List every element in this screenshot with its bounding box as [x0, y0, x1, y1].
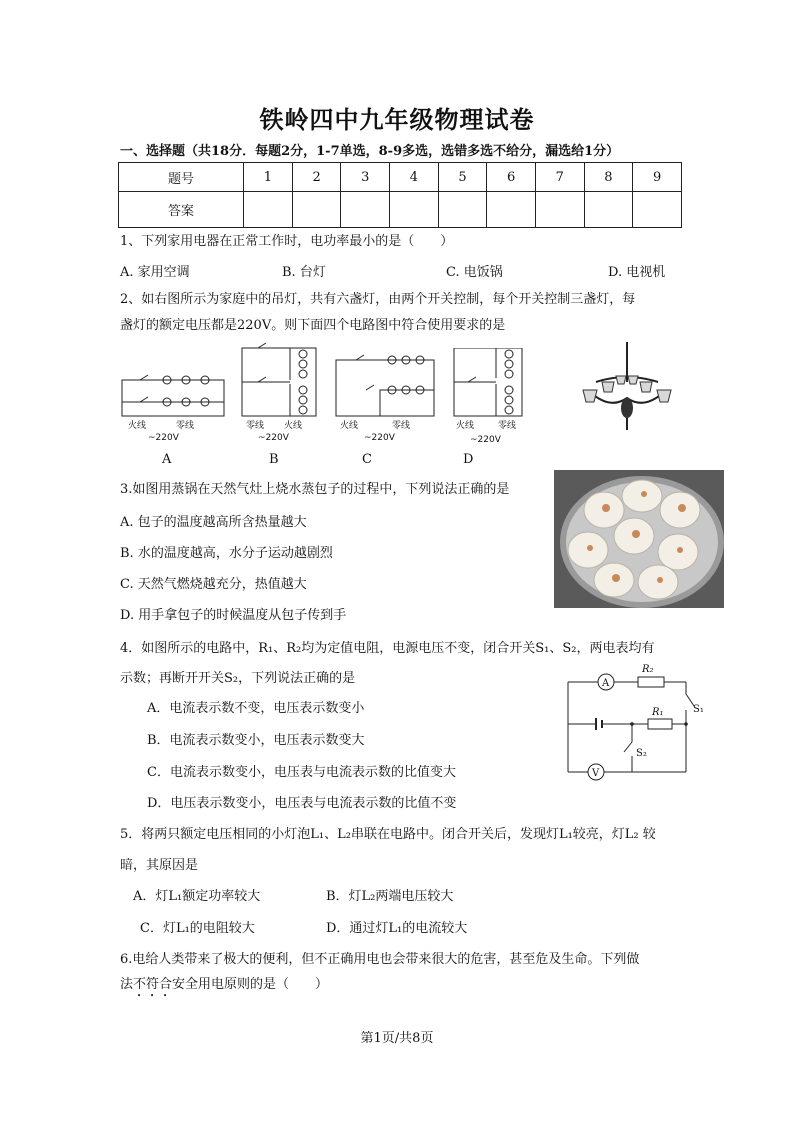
answer-cell[interactable]	[341, 192, 390, 228]
question-5-line2: 暗，其原因是	[120, 858, 199, 873]
table-header-cell: 答案	[119, 192, 244, 228]
q3-option-c: C. 天然气燃烧越充分，热值越大	[120, 577, 307, 592]
question-2-line2: 盏灯的额定电压都是220V。则下面四个电路图中符合使用要求的是	[120, 318, 506, 333]
answer-cell[interactable]	[244, 192, 293, 228]
circuit-label-c: C	[362, 452, 372, 467]
wire-live-label: 火线	[340, 421, 359, 431]
question-4-line1: 4．如图所示的电路中，R₁、R₂均为定值电阻，电源电压不变，闭合开关S₁、S₂，两电表均有	[120, 641, 655, 656]
wire-neutral-label: 零线	[246, 421, 265, 431]
q5-option-d: D．通过灯L₁的电流较大	[326, 921, 468, 936]
q1-option-a: A. 家用空调	[120, 265, 190, 280]
circuit-label-d: D	[463, 452, 474, 467]
q3-option-b: B. 水的温度越高，水分子运动越剧烈	[120, 546, 333, 561]
voltage-label: ~220V	[148, 433, 179, 443]
table-header-cell: 题号	[119, 163, 244, 192]
q3-option-a: A. 包子的温度越高所含热量越大	[120, 515, 307, 530]
chandelier-image	[580, 342, 674, 434]
circuit-d	[452, 348, 544, 445]
voltage-label: ~220V	[364, 433, 395, 443]
resistor-r1-icon	[648, 719, 672, 729]
svg-text:R₂: R₂	[642, 664, 654, 675]
q6-text-post: 安全用电原则的是（ ）	[172, 977, 329, 992]
circuit-diagrams	[118, 340, 448, 445]
question-2-line1: 2、如右图所示为家庭中的吊灯，共有六盏灯，由两个开关控制，每个开关控制三盏灯，每	[120, 292, 636, 307]
answer-cell[interactable]	[292, 192, 341, 228]
q4-option-b: B．电流表示数变小，电压表示数变大	[147, 733, 365, 748]
table-cell: 5	[438, 163, 487, 192]
svg-text:S₁: S₁	[693, 704, 704, 715]
table-cell: 7	[535, 163, 584, 192]
answer-cell[interactable]	[390, 192, 439, 228]
q3-option-d: D. 用手拿包子的时候温度从包子传到手	[120, 608, 347, 623]
wire-neutral-label: 零线	[176, 421, 195, 431]
answer-cell[interactable]	[535, 192, 584, 228]
q4-option-c: C．电流表示数变小，电压表与电流表示数的比值变大	[147, 765, 456, 780]
table-row	[119, 163, 682, 192]
svg-text:V: V	[592, 768, 600, 779]
circuit-c	[336, 355, 434, 416]
wire-neutral-label: 零线	[498, 421, 517, 431]
q5-option-a: A．灯L₁额定功率较大	[133, 889, 261, 904]
q6-emphasis-text: 不符合	[133, 977, 173, 992]
wire-live-label: 火线	[456, 421, 475, 431]
q1-option-d: D. 电视机	[608, 265, 666, 280]
question-6-line2	[120, 976, 328, 1000]
section-instructions: 一、选择题（共18分．每题2分，1-7单选，8-9多选，选错多选不给分，漏选给1分）	[120, 144, 620, 159]
page-title: 铁岭四中九年级物理试卷	[259, 105, 535, 134]
answer-cell[interactable]	[487, 192, 536, 228]
q4-option-a: A．电流表示数不变，电压表示数变小	[147, 701, 365, 716]
table-cell: 3	[341, 163, 390, 192]
table-cell: 8	[584, 163, 633, 192]
svg-text:S₂: S₂	[636, 748, 647, 759]
table-cell: 9	[633, 163, 682, 192]
q1-option-b: B. 台灯	[282, 265, 326, 280]
table-cell: 4	[390, 163, 439, 192]
circuit-label-a: A	[162, 452, 172, 467]
q5-option-b: B．灯L₂两端电压较大	[326, 889, 454, 904]
answer-cell[interactable]	[438, 192, 487, 228]
circuit-diagram-q4	[558, 660, 710, 786]
q6-text-pre: 法	[120, 977, 134, 992]
svg-text:A: A	[602, 678, 610, 689]
wire-neutral-label: 零线	[392, 421, 411, 431]
question-6-line1: 6.电给人类带来了极大的便利，但不正确用电也会带来很大的危害，甚至危及生命。下列做	[120, 952, 640, 967]
circuit-b	[242, 343, 316, 416]
table-cell: 1	[244, 163, 293, 192]
wire-live-label: 火线	[284, 421, 303, 431]
steamed-buns-image	[554, 470, 724, 608]
svg-text:R₁: R₁	[652, 707, 664, 718]
wire-live-label: 火线	[128, 421, 147, 431]
answer-table	[118, 162, 682, 228]
page-number: 第1页/共8页	[360, 1031, 434, 1046]
resistor-r2-icon	[638, 677, 664, 687]
answer-cell[interactable]	[584, 192, 633, 228]
circuit-label-b: B	[269, 452, 279, 467]
q5-option-c: C．灯L₁的电阻较大	[140, 921, 255, 936]
q1-option-c: C. 电饭锅	[446, 265, 503, 280]
table-row	[119, 192, 682, 228]
question-3-stem: 3.如图用蒸锅在天然气灶上烧水蒸包子的过程中，下列说法正确的是	[120, 482, 510, 497]
voltage-label: ~220V	[470, 435, 501, 445]
table-cell: 2	[292, 163, 341, 192]
voltage-label: ~220V	[258, 433, 289, 443]
table-cell: 6	[487, 163, 536, 192]
question-4-line2: 示数；再断开开关S₂，下列说法正确的是	[120, 671, 356, 686]
question-1-stem: 1、下列家用电器在正常工作时，电功率最小的是（ ）	[120, 234, 454, 249]
q4-option-d: D．电压表示数变小，电压表与电流表示数的比值不变	[147, 796, 457, 811]
question-5-line1: 5．将两只额定电压相同的小灯泡L₁、L₂串联在电路中。闭合开关后，发现灯L₁较亮，灯L₂ 较	[120, 827, 656, 842]
answer-cell[interactable]	[633, 192, 682, 228]
circuit-a	[122, 375, 224, 416]
